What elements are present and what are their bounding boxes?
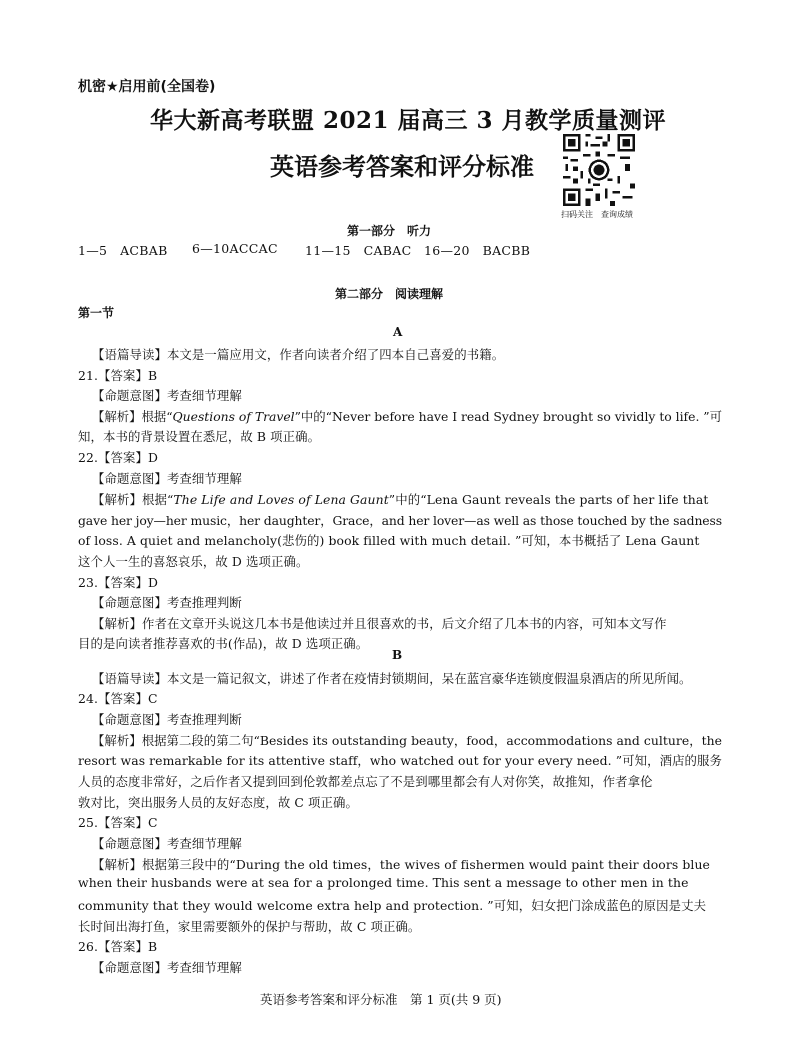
page-subtitle: 英语参考答案和评分标准: [270, 152, 534, 181]
book-title: Questions of Travel: [172, 409, 295, 424]
text-line: 【命题意图】考查细节理解: [92, 471, 242, 486]
passage-a-label: A: [393, 325, 403, 339]
answer-group-3: 11—15 CABAC: [305, 243, 412, 258]
confidential-label: 机密★启用前(全国卷): [78, 79, 216, 95]
text-line: 21.【答案】B: [78, 368, 158, 383]
text-line: 【命题意图】考查推理判断: [92, 595, 242, 610]
text-line: [92, 490, 708, 508]
text-line-rest: ”中的“Lena Gaunt reveals the parts of her life that: [388, 492, 709, 507]
text-line: resort was remarkable for its attentive staff，who watched out for your every need. ”可知，酒店的服务: [78, 753, 722, 768]
part1-heading: 第一部分 听力: [347, 224, 432, 238]
text-line-prefix: 【解析】根据“: [92, 492, 174, 507]
section-heading: 第一节: [78, 306, 115, 320]
text-line-prefix: 【解析】根据“: [92, 409, 173, 424]
text-line: 敦对比，突出服务人员的友好态度，故 C 项正确。: [78, 795, 358, 810]
part2-heading: 第二部分 阅读理解: [335, 287, 444, 301]
qr-caption: 扫码关注 查询成绩: [561, 210, 633, 219]
text-line: 22.【答案】D: [78, 450, 159, 465]
text-line: 24.【答案】C: [78, 691, 158, 706]
text-line: 25.【答案】C: [78, 815, 158, 830]
text-line: 【解析】根据第二段的第二句“Besides its outstanding beauty，food，accommodations and culture，the: [92, 733, 723, 748]
passage-b-label: B: [392, 648, 403, 662]
text-line: 知，本书的背景设置在悉尼，故 B 项正确。: [78, 429, 321, 444]
page-title: 华大新高考联盟 2021 届高三 3 月教学质量测评: [150, 107, 667, 134]
text-line: 人员的态度非常好，之后作者又提到回到伦敦都差点忘了不是到哪里都会有人对你笑，故推知，作者拿伦: [78, 774, 653, 789]
text-line: 【解析】作者在文章开头说这几本书是他读过并且很喜欢的书，后文介绍了几本书的内容，可知本文写作: [92, 616, 667, 631]
answer-group-1: 1—5 ACBAB: [78, 243, 168, 258]
qr-code-icon: [563, 134, 635, 206]
text-line: 【解析】根据第三段中的“During the old times，the wives of fishermen would paint their doors blue: [92, 857, 710, 872]
text-line: 【语篇导读】本文是一篇记叙文，讲述了作者在疫情封锁期间，呆在蓝宫豪华连锁度假温泉酒店的所见所闻。: [92, 671, 692, 686]
text-line: 【语篇导读】本文是一篇应用文，作者向读者介绍了四本自己喜爱的书籍。: [92, 347, 505, 362]
answer-group-2: 6—10ACCAC: [192, 241, 278, 256]
text-line: gave her joy—her music，her daughter，Grace，and her lover—as well as those touched by the sadness: [78, 513, 722, 528]
text-line: 【命题意图】考查细节理解: [92, 836, 242, 851]
answer-group-4: 16—20 BACBB: [424, 243, 531, 258]
text-line: of loss. A quiet and melancholy(悲伤的) book filled with much detail. ”可知，本书概括了 Lena Gaunt: [78, 533, 700, 548]
book-title: The Life and Loves of Lena Gaunt: [173, 492, 389, 507]
page-footer: 英语参考答案和评分标准 第 1 页(共 9 页): [260, 992, 502, 1007]
text-line: 【命题意图】考查细节理解: [92, 960, 242, 975]
text-line: 这个人一生的喜怒哀乐，故 D 选项正确。: [78, 554, 309, 569]
text-line: 【命题意图】考查细节理解: [92, 388, 242, 403]
text-line: 长时间出海打鱼，家里需要额外的保护与帮助，故 C 项正确。: [78, 919, 421, 934]
text-line: 目的是向读者推荐喜欢的书(作品)，故 D 选项正确。: [78, 636, 369, 651]
text-line: 23.【答案】D: [78, 575, 159, 590]
text-line: 【命题意图】考查推理判断: [92, 712, 242, 727]
text-line-rest: ”中的“Never before have I read Sydney brought so vividly to life. ”可: [294, 409, 722, 424]
text-line: [92, 407, 722, 425]
text-line: 26.【答案】B: [78, 939, 158, 954]
text-line: when their husbands were at sea for a prolonged time. This sent a message to other men in the: [78, 875, 689, 890]
text-line: community that they would welcome extra help and protection. ”可知，妇女把门涂成蓝色的原因是丈夫: [78, 898, 707, 913]
